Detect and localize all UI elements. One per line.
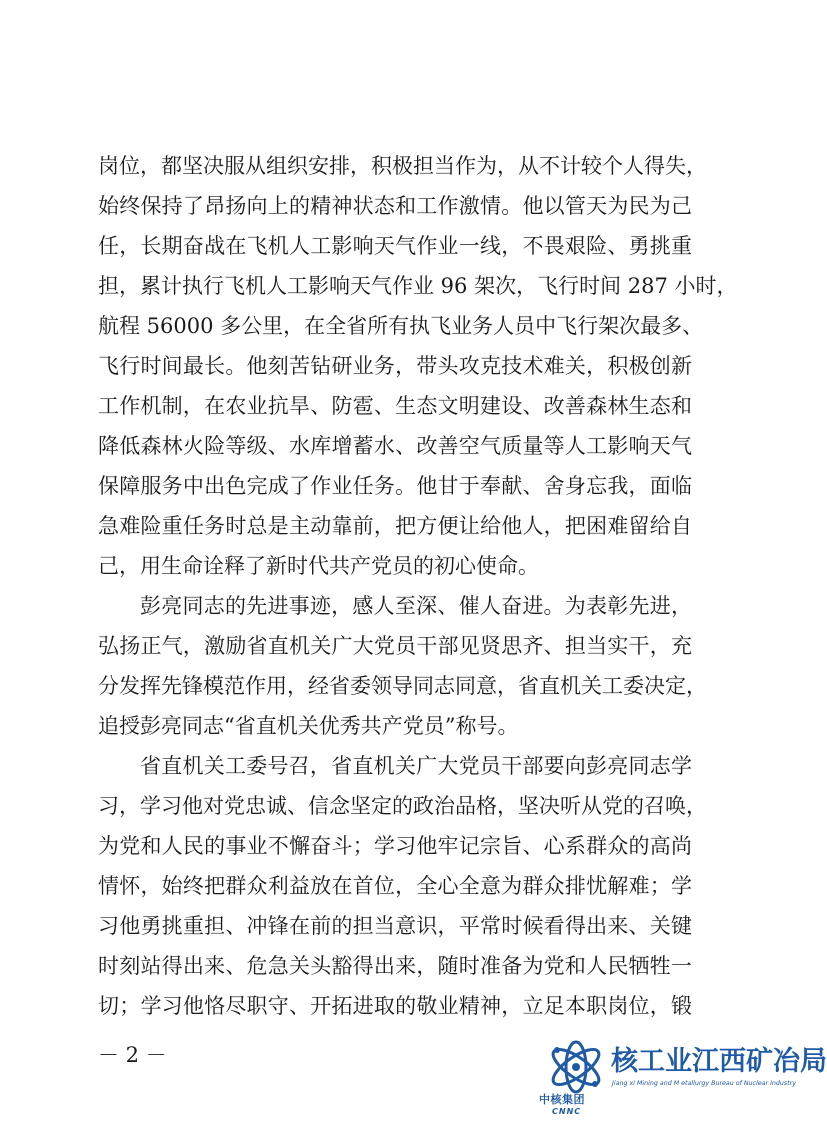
paragraph-3-line-2: 习，学习他对党忠诚、信念坚定的政治品格，坚决听从党的召唤， [98,794,707,818]
paragraph-1-line-6: 飞行时间最长。他刻苦钻研业务，带头攻克技术难关，积极创新 [98,354,692,378]
logo-group-abbr: CNNC [552,1107,582,1116]
paragraph-3-line-7: 切；学习他恪尽职守、开拓进取的敬业精神，立足本职岗位，锻 [98,994,692,1018]
paragraph-1-line-11: 己，用生命诠释了新时代共产党员的初心使命。 [98,554,539,578]
paragraph-1-line-5: 航程 56000 多公里，在全省所有执飞业务人员中飞行架次最多、 [98,314,704,338]
paragraph-1-line-4: 担，累计执行飞机人工影响天气作业 96 架次，飞行时间 287 小时， [98,274,738,298]
paragraph-1-line-3: 任，长期奋战在飞机人工影响天气作业一线，不畏艰险、勇挑重 [98,234,692,258]
paragraph-3-line-3: 为党和人民的事业不懈奋斗；学习他牢记宗旨、心系群众的高尚 [98,834,692,858]
paragraph-3-line-4: 情怀，始终把群众利益放在首位，全心全意为群众排忧解难；学 [98,874,692,898]
page-number: － 2 － [98,1043,167,1067]
paragraph-2-line-3: 分发挥先锋模范作用，经省委领导同志同意，省直机关工委决定， [98,674,707,698]
paragraph-1-line-9: 保障服务中出色完成了作业任务。他甘于奉献、舍身忘我，面临 [98,474,692,498]
paragraph-2-line-4: 追授彭亮同志“省直机关优秀共产党员”称号。 [98,714,519,738]
paragraph-2-line-2: 弘扬正气，激励省直机关广大党员干部见贤思齐、担当实干，充 [98,634,692,658]
paragraph-3-line-5: 习他勇挑重担、冲锋在前的担当意识，平常时候看得出来、关键 [98,914,692,938]
paragraph-3-line-1: 省直机关工委号召，省直机关广大党员干部要向彭亮同志学 [140,754,692,778]
paragraph-1-line-7: 工作机制，在农业抗旱、防雹、生态文明建设、改善森林生态和 [98,394,692,418]
logo-group-name: 中核集团 [539,1093,585,1106]
paragraph-1-line-10: 急难险重任务时总是主动靠前，把方便让给他人，把困难留给自 [98,514,692,538]
paragraph-1-line-2: 始终保持了昂扬向上的精神状态和工作激情。他以管天为民为己 [98,194,692,218]
paragraph-3-line-6: 时刻站得出来、危急关头豁得出来，随时准备为党和人民牺牲一 [98,954,692,978]
logo-org-name-en: Jiang xi Mining and M etallurgy Bureau of Nuclear Industry [612,1080,796,1087]
paragraph-2-line-1: 彭亮同志的先进事迹，感人至深、催人奋进。为表彰先进， [140,594,692,618]
logo-org-name: 核工业江西矿冶局 [611,1046,827,1077]
paragraph-1-line-1: 岗位，都坚决服从组织安排，积极担当作为，从不计较个人得失， [98,154,707,178]
organization-logo [535,1036,827,1116]
paragraph-1-line-8: 降低森林火险等级、水库增蓄水、改善空气质量等人工影响天气 [98,434,692,458]
atom-logo-icon [545,1038,607,1096]
